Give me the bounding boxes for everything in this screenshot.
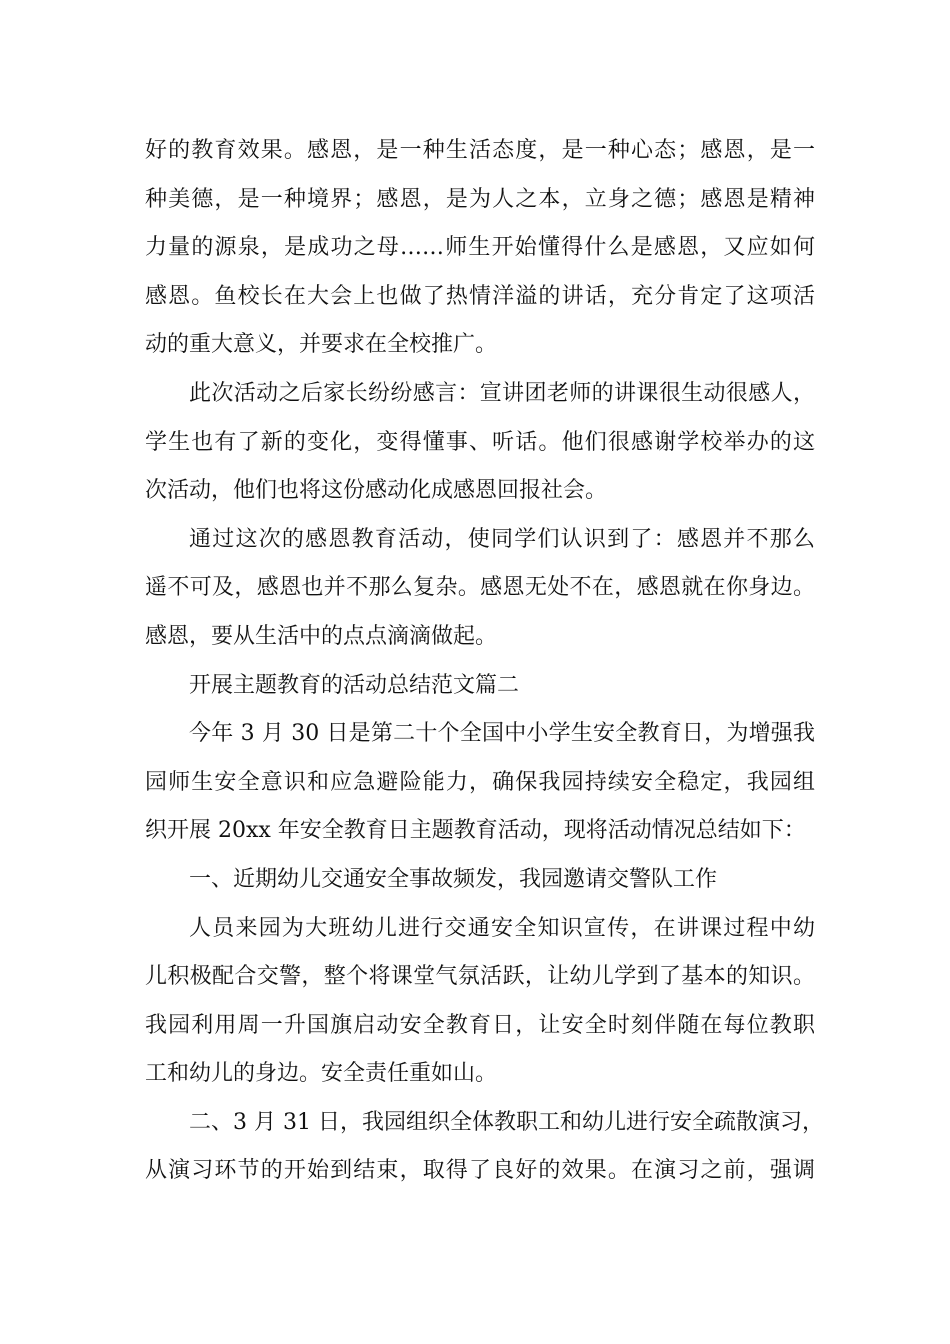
document-body [145,127,824,1196]
text-line: 遥不可及，感恩也并不那么复杂。感恩无处不在，感恩就在你身边。 [145,575,815,601]
paragraph-first-line: 通过这次的感恩教育活动，使同学们认识到了：感恩并不那么 [189,526,815,552]
paragraph-first-line: 此次活动之后家长纷纷感言：宣讲团老师的讲课很生动很感人， [189,380,815,406]
text-line: 工和幼儿的身边。安全责任重如山。 [145,1061,498,1087]
text-line: 学生也有了新的变化，变得懂事、听话。他们很感谢学校举办的这 [145,429,815,455]
text-line: 好的教育效果。感恩，是一种生活态度，是一种心态；感恩，是一 [145,138,815,163]
text-line: 从演习环节的开始到结束，取得了良好的效果。在演习之前，强调 [145,1158,815,1184]
text-line: 园师生安全意识和应急避险能力，确保我园持续安全稳定，我园组 [145,769,815,795]
text-line: 感恩，要从生活中的点点滴滴做起。 [145,623,498,649]
section-heading: 开展主题教育的活动总结范文篇二 [189,672,520,698]
text-line: 种美德，是一种境界；感恩，是为人之本，立身之德；感恩是精神 [145,186,815,212]
text-line: 儿积极配合交警，整个将课堂气氛活跃，让幼儿学到了基本的知识。 [145,964,815,990]
text-line: 力量的源泉，是成功之母……师生开始懂得什么是感恩，又应如何 [145,235,815,261]
list-item-heading: 一、近期幼儿交通安全事故频发，我园邀请交警队工作 [189,866,718,892]
paragraph-first-line: 二、3 月 31 日，我园组织全体教职工和幼儿进行安全疏散演习， [189,1109,824,1135]
text-line: 感恩。鱼校长在大会上也做了热情洋溢的讲话，充分肯定了这项活 [145,283,815,309]
paragraph-first-line: 今年 3 月 30 日是第二十个全国中小学生安全教育日，为增强我 [189,721,815,747]
text-line: 动的重大意义，并要求在全校推广。 [145,332,498,358]
text-line: 我园利用周一升国旗启动安全教育日，让安全时刻伴随在每位教职 [145,1012,815,1038]
text-line: 织开展 20xx 年安全教育日主题教育活动，现将活动情况总结如下： [145,818,806,844]
text-line: 次活动，他们也将这份感动化成感恩回报社会。 [145,478,608,504]
paragraph-first-line: 人员来园为大班幼儿进行交通安全知识宣传，在讲课过程中幼 [189,915,815,941]
